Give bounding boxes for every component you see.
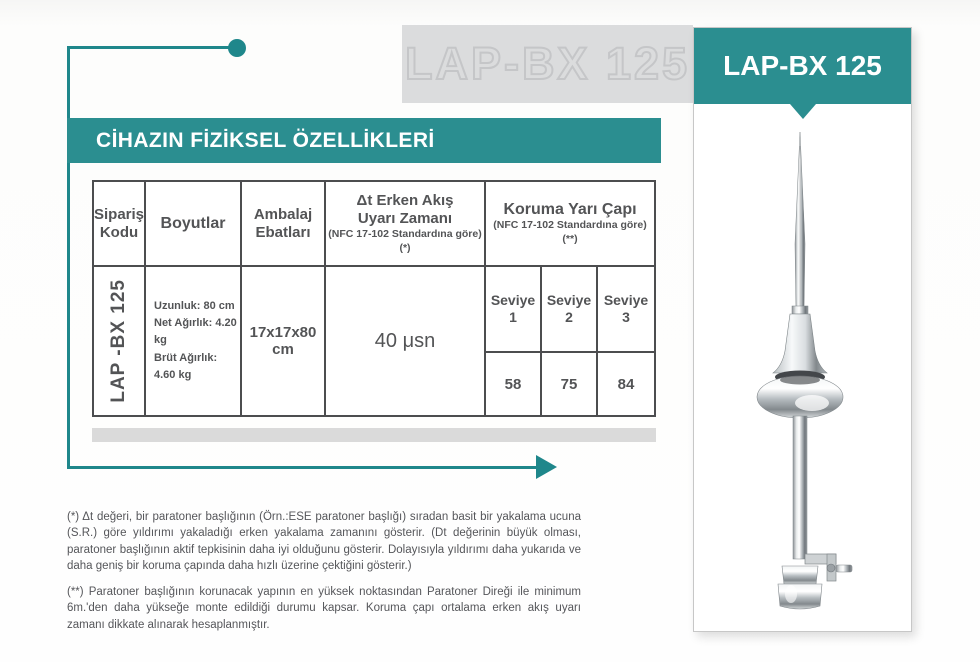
spec-table <box>92 180 656 417</box>
header-order-code: Sipariş Kodu <box>94 182 144 265</box>
product-panel-title: LAP-BX 125 <box>723 50 882 81</box>
frame-bottom-line <box>67 466 537 469</box>
model-watermark-banner <box>402 25 693 103</box>
frame-vertical-line <box>67 46 70 469</box>
cell-level-2-label: Seviye 2 <box>542 267 596 351</box>
footnote-delta-t: (*) Δt değeri, bir paratoner başlığının (Örn.:ESE paratoner başlığı) sıradan basit bir yakalama ucuna (S.R.) göre yıldırımı yakaladığı erken yakalama zamanını gösterir. (Dt değerinin büyük olması, paratoner başlığının aktif tepkisinin daha iyi olduğunu gösterir. Dolayısıyla yıldırımı daha yukarıda ve daha geniş bir koruma çapında daha hızlı üzerine çektiğini gösterir.) <box>67 511 581 572</box>
cell-level-2-value: 75 <box>542 353 596 415</box>
model-watermark-text: LAP-BX 125 <box>404 38 691 89</box>
product-panel <box>693 27 912 632</box>
cell-packaging: 17x17x80 cm <box>242 267 324 415</box>
cell-level-3-value: 84 <box>598 353 654 415</box>
cell-level-1-label: Seviye 1 <box>486 267 540 351</box>
product-panel-header <box>694 28 911 104</box>
section-title: CİHAZIN FİZİKSEL ÖZELLİKLERİ <box>96 128 435 152</box>
cell-order-code: LAP -BX 125 <box>94 267 144 415</box>
cell-level-1-value: 58 <box>486 353 540 415</box>
footnote-protection: (**) Paratoner başlığının korunacak yapının en yüksek noktasından Paratoner Direği ile minimum 6m.'den daha yükseğe monte edildiği durumu kapsar. Koruma çapı ortalama erken akış uyarı zamanı dikkate alınarak hesaplanmıştır. <box>67 586 581 631</box>
cell-dimensions: Uzunluk: 80 cm Net Ağırlık: 4.20 kg Brüt Ağırlık: 4.60 kg <box>146 267 240 415</box>
cell-delta-t-value: 40 μsn <box>326 267 484 415</box>
frame-dot <box>228 39 246 57</box>
section-title-bar <box>67 118 661 163</box>
header-delta-t: Δt Erken Akış Uyarı Zamanı (NFC 17-102 Standardına göre) (*) <box>326 182 484 265</box>
frame-top-line <box>67 46 230 49</box>
header-packaging: Ambalaj Ebatları <box>242 182 324 265</box>
lightning-rod-image <box>694 116 913 626</box>
header-dimensions: Boyutlar <box>146 182 240 265</box>
header-protection-radius: Koruma Yarı Çapı (NFC 17-102 Standardına göre) (**) <box>486 182 654 265</box>
cell-level-3-label: Seviye 3 <box>598 267 654 351</box>
arrow-right-icon <box>536 455 557 479</box>
table-footer-bar <box>92 428 656 442</box>
